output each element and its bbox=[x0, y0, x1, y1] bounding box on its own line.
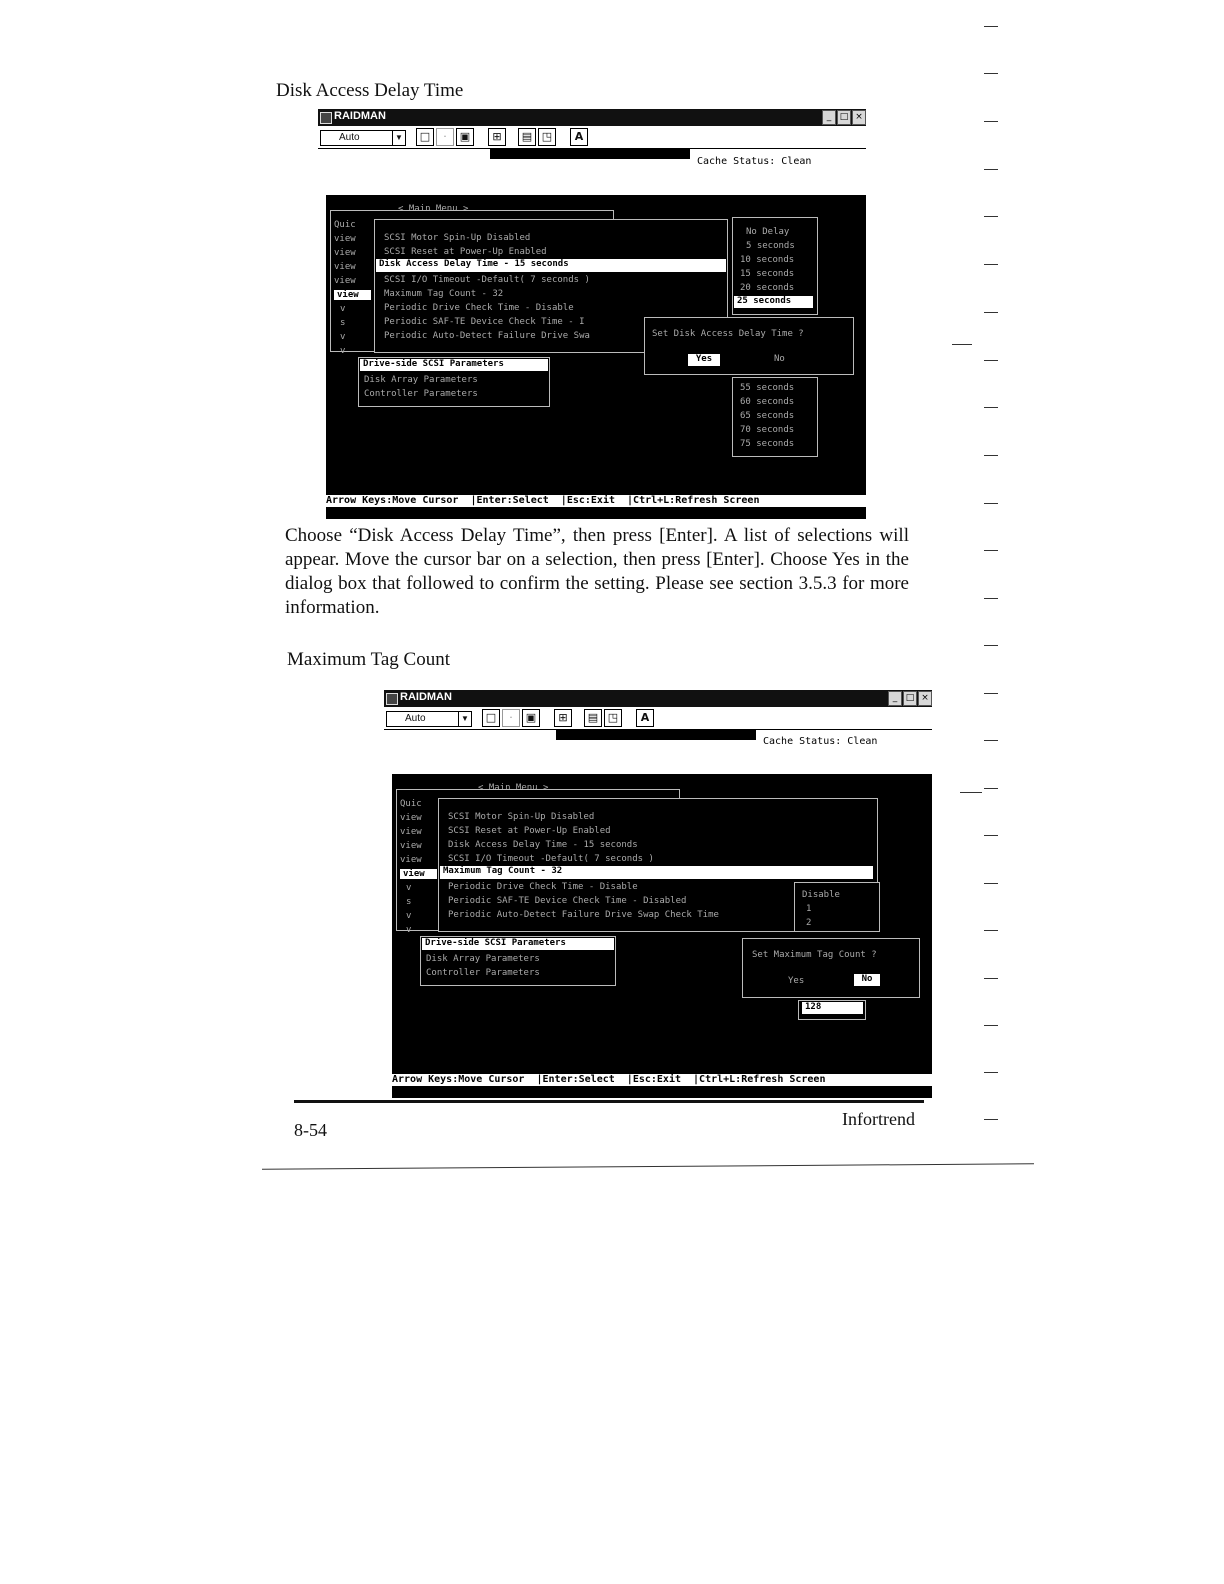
submenu-item[interactable]: SCSI Reset at Power-Up Enabled bbox=[384, 247, 547, 257]
connect-icon[interactable]: □ bbox=[482, 709, 500, 727]
scan-mark bbox=[984, 455, 998, 456]
minimize-icon[interactable]: _ bbox=[888, 691, 902, 706]
scan-mark bbox=[984, 407, 998, 408]
properties-icon[interactable]: ▤ bbox=[584, 709, 602, 727]
main-menu-item[interactable]: view bbox=[400, 827, 422, 837]
submenu-item[interactable]: Periodic Drive Check Time - Disable bbox=[384, 303, 574, 313]
bottom-bar bbox=[326, 507, 866, 519]
main-menu-item[interactable]: Quic bbox=[334, 220, 356, 230]
main-menu-item[interactable]: Quic bbox=[400, 799, 422, 809]
dialog-no-button[interactable]: No bbox=[854, 974, 880, 986]
tag-option[interactable]: 2 bbox=[806, 918, 812, 928]
dialog-yes-button[interactable]: Yes bbox=[788, 976, 805, 986]
scan-mark bbox=[984, 978, 998, 979]
disconnect-icon[interactable]: · bbox=[502, 709, 520, 727]
main-menu-item[interactable]: v bbox=[406, 925, 412, 935]
maximize-icon[interactable]: □ bbox=[837, 110, 851, 125]
main-menu-item-selected[interactable]: view bbox=[400, 869, 437, 879]
delay-option[interactable]: 15 seconds bbox=[740, 269, 795, 279]
app-icon bbox=[320, 112, 332, 124]
lower-menu-item[interactable]: Controller Parameters bbox=[426, 968, 540, 978]
key-hint-bar: Arrow Keys:Move Cursor |Enter:Select |Esc:Exit |Ctrl+L:Refresh Screen bbox=[326, 495, 866, 507]
submenu-item-selected[interactable]: Disk Access Delay Time - 15 seconds bbox=[376, 259, 726, 272]
submenu-item[interactable]: Maximum Tag Count - 32 bbox=[384, 289, 504, 299]
main-menu-item[interactable]: v bbox=[340, 346, 346, 356]
connect-icon[interactable]: □ bbox=[416, 128, 434, 146]
main-menu-item[interactable]: view bbox=[400, 841, 422, 851]
scan-mark bbox=[984, 73, 998, 74]
window-title: RAIDMAN bbox=[334, 110, 386, 122]
dialog-prompt: Set Disk Access Delay Time ? bbox=[652, 329, 804, 339]
scan-mark bbox=[984, 1119, 998, 1120]
lower-menu-item[interactable]: Disk Array Parameters bbox=[364, 375, 478, 385]
main-menu-title: < Main Menu > bbox=[398, 204, 469, 214]
cache-status: Cache Status: Clean bbox=[697, 156, 812, 167]
scan-mark bbox=[984, 264, 998, 265]
mode-select[interactable] bbox=[320, 130, 406, 146]
main-menu-item[interactable]: view bbox=[400, 855, 422, 865]
mode-select[interactable] bbox=[386, 711, 472, 727]
tag-option[interactable]: Disable bbox=[802, 890, 840, 900]
scan-mark bbox=[984, 1025, 998, 1026]
grid-icon[interactable]: ⊞ bbox=[488, 128, 506, 146]
disconnect-icon[interactable]: · bbox=[436, 128, 454, 146]
scan-mark bbox=[984, 693, 998, 694]
delay-option-selected[interactable]: 25 seconds bbox=[734, 296, 813, 308]
status-bar bbox=[556, 730, 756, 740]
scan-mark bbox=[984, 216, 998, 217]
paragraph-disk-access-delay: Choose “Disk Access Delay Time”, then press [Enter]. A list of selections will appear. Move the cursor bar on a selection, then press [Enter]. Choose Yes in the dialog box that followed to confirm the setting. Please see section 3.5.3 for more information. bbox=[285, 525, 909, 618]
scan-mark bbox=[984, 645, 998, 646]
printer-icon[interactable]: ▣ bbox=[522, 709, 540, 727]
section-heading-disk-access-delay: Disk Access Delay Time bbox=[276, 80, 464, 101]
footer-brand: Infortrend bbox=[842, 1109, 915, 1129]
app-icon bbox=[386, 693, 398, 705]
scan-mark bbox=[984, 598, 998, 599]
close-icon[interactable]: × bbox=[918, 691, 932, 706]
scan-mark bbox=[960, 792, 982, 793]
scan-mark bbox=[984, 360, 998, 361]
scan-mark bbox=[984, 169, 998, 170]
properties-icon[interactable]: ▤ bbox=[518, 128, 536, 146]
raidman-window-1 bbox=[318, 109, 866, 519]
lower-menu-item-selected[interactable]: Drive-side SCSI Parameters bbox=[422, 938, 614, 950]
submenu-item[interactable]: SCSI I/O Timeout -Default( 7 seconds ) bbox=[448, 854, 654, 864]
submenu-item[interactable]: Periodic Drive Check Time - Disable bbox=[448, 882, 638, 892]
main-menu-item[interactable]: s bbox=[340, 318, 346, 328]
delay-option[interactable]: 60 seconds bbox=[740, 397, 795, 407]
submenu-item[interactable]: Disk Access Delay Time - 15 seconds bbox=[448, 840, 638, 850]
main-menu-item[interactable]: v bbox=[340, 332, 346, 342]
scan-mark bbox=[984, 883, 998, 884]
close-icon[interactable]: × bbox=[852, 110, 866, 125]
main-menu-item[interactable]: view bbox=[400, 813, 422, 823]
footer-rule bbox=[294, 1100, 924, 1103]
confirm-dialog bbox=[644, 317, 854, 375]
submenu-item[interactable]: SCSI Reset at Power-Up Enabled bbox=[448, 826, 611, 836]
window-title: RAIDMAN bbox=[400, 691, 452, 703]
chevron-down-icon[interactable]: ▼ bbox=[392, 131, 405, 145]
lower-menu-item-selected[interactable]: Drive-side SCSI Parameters bbox=[360, 359, 548, 371]
scan-mark bbox=[984, 788, 998, 789]
delay-option[interactable]: 75 seconds bbox=[740, 439, 795, 449]
grid-icon[interactable]: ⊞ bbox=[554, 709, 572, 727]
submenu-item[interactable]: Periodic Auto-Detect Failure Drive Swap Check Time bbox=[448, 910, 719, 920]
toolbar bbox=[318, 126, 866, 149]
title-bar bbox=[318, 109, 866, 126]
tag-value-selected[interactable]: 128 bbox=[802, 1002, 863, 1014]
title-bar bbox=[384, 690, 932, 707]
chevron-down-icon[interactable]: ▼ bbox=[458, 712, 471, 726]
scan-mark bbox=[984, 550, 998, 551]
submenu-item[interactable]: SCSI Motor Spin-Up Disabled bbox=[448, 812, 595, 822]
delay-option[interactable]: No Delay bbox=[746, 227, 790, 237]
scan-mark bbox=[984, 26, 998, 27]
terminal-area bbox=[326, 195, 866, 519]
main-menu-item[interactable]: view bbox=[334, 276, 356, 286]
lower-menu-item[interactable]: Disk Array Parameters bbox=[426, 954, 540, 964]
scan-mark bbox=[984, 121, 998, 122]
main-menu-item[interactable]: v bbox=[406, 911, 412, 921]
main-menu-item[interactable]: view bbox=[334, 234, 356, 244]
main-menu-item[interactable]: v bbox=[406, 883, 412, 893]
status-bar bbox=[490, 149, 690, 159]
dialog-yes-button[interactable]: Yes bbox=[688, 354, 720, 366]
submenu-item[interactable]: Periodic Auto-Detect Failure Drive Swa bbox=[384, 331, 590, 341]
delay-option[interactable]: 55 seconds bbox=[740, 383, 795, 393]
main-menu-title: < Main Menu > bbox=[478, 783, 549, 793]
section-heading-maximum-tag-count: Maximum Tag Count bbox=[287, 649, 450, 670]
submenu-item[interactable]: Periodic SAF-TE Device Check Time - I bbox=[384, 317, 585, 327]
toolbar bbox=[384, 707, 932, 730]
delay-option[interactable]: 10 seconds bbox=[740, 255, 795, 265]
scan-mark bbox=[984, 740, 998, 741]
confirm-dialog bbox=[742, 938, 920, 998]
submenu-item[interactable]: SCSI I/O Timeout -Default( 7 seconds ) bbox=[384, 275, 590, 285]
delay-option[interactable]: 65 seconds bbox=[740, 411, 795, 421]
raidman-window-2 bbox=[384, 690, 932, 1098]
scan-mark bbox=[984, 312, 998, 313]
scan-edge-line bbox=[262, 1163, 1034, 1169]
printer-icon[interactable]: ▣ bbox=[456, 128, 474, 146]
terminal-area bbox=[392, 774, 932, 1098]
scan-mark bbox=[984, 835, 998, 836]
lower-menu-item[interactable]: Controller Parameters bbox=[364, 389, 478, 399]
main-menu-item[interactable]: s bbox=[406, 897, 412, 907]
mode-select-value: Auto bbox=[405, 713, 426, 724]
dialog-prompt: Set Maximum Tag Count ? bbox=[752, 950, 877, 960]
main-menu-item[interactable]: view bbox=[334, 262, 356, 272]
main-menu-item[interactable]: v bbox=[340, 304, 346, 314]
key-hint-bar: Arrow Keys:Move Cursor |Enter:Select |Esc:Exit |Ctrl+L:Refresh Screen bbox=[392, 1074, 932, 1086]
scan-mark bbox=[984, 503, 998, 504]
delay-option[interactable]: 20 seconds bbox=[740, 283, 795, 293]
window-icon[interactable]: ◳ bbox=[538, 128, 556, 146]
scan-mark bbox=[984, 930, 998, 931]
minimize-icon[interactable]: _ bbox=[822, 110, 836, 125]
window-icon[interactable]: ◳ bbox=[604, 709, 622, 727]
delay-option[interactable]: 5 seconds bbox=[746, 241, 795, 251]
maximize-icon[interactable]: □ bbox=[903, 691, 917, 706]
delay-option[interactable]: 70 seconds bbox=[740, 425, 795, 435]
font-icon[interactable]: A bbox=[570, 128, 588, 146]
main-menu-item-selected[interactable]: view bbox=[334, 290, 371, 300]
bottom-bar bbox=[392, 1086, 932, 1098]
main-menu-item[interactable]: view bbox=[334, 248, 356, 258]
cache-status: Cache Status: Clean bbox=[763, 736, 878, 747]
submenu-item[interactable]: Periodic SAF-TE Device Check Time - Disabled bbox=[448, 896, 687, 906]
submenu-item-selected[interactable]: Maximum Tag Count - 32 bbox=[440, 866, 873, 879]
scan-mark bbox=[952, 344, 972, 345]
font-icon[interactable]: A bbox=[636, 709, 654, 727]
tag-option[interactable]: 1 bbox=[806, 904, 812, 914]
dialog-no-button[interactable]: No bbox=[774, 354, 785, 364]
submenu-item[interactable]: SCSI Motor Spin-Up Disabled bbox=[384, 233, 531, 243]
scan-mark bbox=[984, 1072, 998, 1073]
page-number: 8-54 bbox=[294, 1120, 327, 1140]
mode-select-value: Auto bbox=[339, 132, 360, 143]
